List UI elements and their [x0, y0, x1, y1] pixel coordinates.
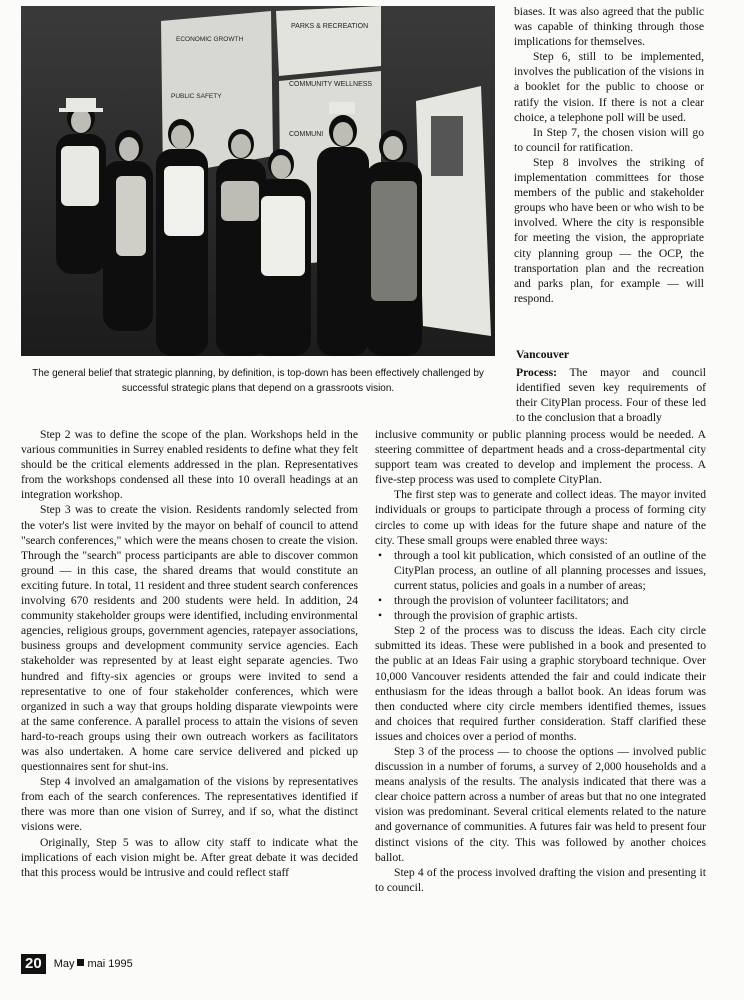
paragraph: Originally, Step 5 was to allow city staff to indicate what the implications of each vision might be. After great debate it was decided that this process would be intrusive and could reflect staff	[21, 835, 358, 879]
paragraph: The first step was to generate and collect ideas. The mayor invited individuals or groups to participate through a process of forming city circles to come up with ideas for the future shape and nature of the city. These small groups were enabled three ways:	[375, 488, 706, 547]
issue-month-fr: mai 1995	[87, 958, 133, 970]
section-heading: Vancouver	[516, 348, 570, 361]
paragraph: Step 4 of the process involved drafting the vision and presenting it to council.	[375, 865, 706, 894]
photo-illustration	[21, 6, 495, 356]
square-bullet-icon	[77, 959, 84, 966]
issue-date	[54, 958, 133, 970]
paragraph: biases. It was also agreed that the public was capable of thinking through those implications for themselves.	[514, 5, 704, 49]
paragraph: Step 8 involves the striking of implementation committees for those members of the public and stakeholder groups who have been or who wish to be involved. Where the city is responsible for meeting the vision, the appropriate city planning group — the OCP, the transportation plan and the recreation and parks plan, for example — will respond.	[514, 155, 704, 305]
list-item: • through the provision of graphic artists.	[375, 608, 706, 623]
poster-text: ECONOMIC GROWTH	[176, 36, 244, 43]
poster-board	[276, 6, 381, 76]
paragraph: inclusive community or public planning process would be needed. A steering committee of department heads and a cross-departmental city support team was created to develop and implement the process. A five-step process was used to complete CityPlan.	[375, 428, 706, 487]
run-in-label: Process:	[516, 366, 557, 380]
bullet-list	[375, 548, 706, 623]
page-footer	[21, 954, 133, 974]
paragraph-text: The mayor and council identified seven key requirements of their CityPlan process. Four of these led to the conclusion that a broadly	[516, 366, 706, 425]
vancouver-section	[516, 347, 706, 425]
right-column-top	[514, 4, 704, 306]
paragraph: Step 6, still to be implemented, involves the publication of the visions in a booklet for the public to choose or ratify the vision. If there is not a clear choice, a telephone poll will be used.	[514, 50, 704, 124]
paragraph: Step 3 was to create the vision. Residents randomly selected from the voter's list were invited by the mayor on behalf of council to attend "search conferences," which were the means chosen to create the vision. Through the "search" process participants are able to discover common ground — in this case, the shared dreams that would constitute an exciting future. In total, 11 resident and three student search conferences involving 670 residents and 200 students were held. In addition, 24 community stakeholder groups were identified, including environmental agencies, religious groups, government agencies, ratepayer associations, business groups and development community service agencies. Each stakeholder was represented by at least eight separate agencies. Two hundred and fifty-six agencies or groups were invited to send a representative to one of four stakeholder conferences, which were organized in such a way that groups holding disparate viewpoints were at the same conference. A parallel process to attain the visions of seven hard-to-reach groups using their own outreach workers as facilitators was also undertaken. A home care service delivered and picked up questionnaires sent for shut-ins.	[21, 503, 358, 774]
paragraph: Step 3 of the process — to choose the options — involved public discussion in a number of forums, a survey of 2,000 households and a means analysis of the results. The analysis indicated that there was a clear choice pattern across a number of areas but that no one integrated vision was predominant. Several critical elements related to the nature and governance of communities. A futures fair was held to present four distinct visions of the city. This was followed by another choices ballot.	[375, 744, 706, 864]
poster-text: COMMUNITY WELLNESS	[289, 81, 373, 88]
page-number: 20	[21, 954, 46, 974]
left-column	[21, 427, 358, 880]
paragraph: In Step 7, the chosen vision will go to council for ratification.	[514, 125, 704, 154]
photo-of-group-reading	[21, 6, 495, 356]
poster-text: COMMUNI	[289, 131, 324, 138]
list-item: • through a tool kit publication, which consisted of an outline of the CityPlan process, an outline of all planning processes and issues, current status, policies and goals in a number of areas;	[375, 548, 706, 593]
paragraph: Step 4 involved an amalgamation of the visions by representatives from each of the search conferences. The representatives identified if there was more than one vision of Surrey, and if so, what the distinct visions were.	[21, 775, 358, 834]
list-item: • through the provision of volunteer facilitators; and	[375, 593, 706, 608]
poster-text: PUBLIC SAFETY	[171, 93, 222, 100]
poster-text: PARKS & RECREATION	[291, 23, 369, 30]
paragraph: Step 2 was to define the scope of the plan. Workshops held in the various communities in Surrey enabled residents to define what they felt should be the critical elements addressed in the plan. Representatives from the workshops condensed all these into 10 overall headings at an integration workshop.	[21, 428, 358, 502]
photo-caption: The general belief that strategic planning, by definition, is top-down has been effectively challenged by successful strategic plans that depend on a grassroots vision.	[32, 368, 484, 394]
right-column	[375, 427, 706, 895]
paragraph	[516, 365, 706, 425]
issue-month: May	[53, 958, 75, 970]
paragraph: Step 2 of the process was to discuss the ideas. Each city circle submitted its ideas. These were published in a book and presented to the public at an Ideas Fair using a graphic storyboard technique. Over 10,000 Vancouver residents attended the fair and could indicate their enthusiasm for the ideas through a ballot book. An ideas forum was then conducted where city circle members identified themes, issues and choices that required further consideration. Staff clarified these issues and choices over a period of months.	[375, 624, 706, 743]
